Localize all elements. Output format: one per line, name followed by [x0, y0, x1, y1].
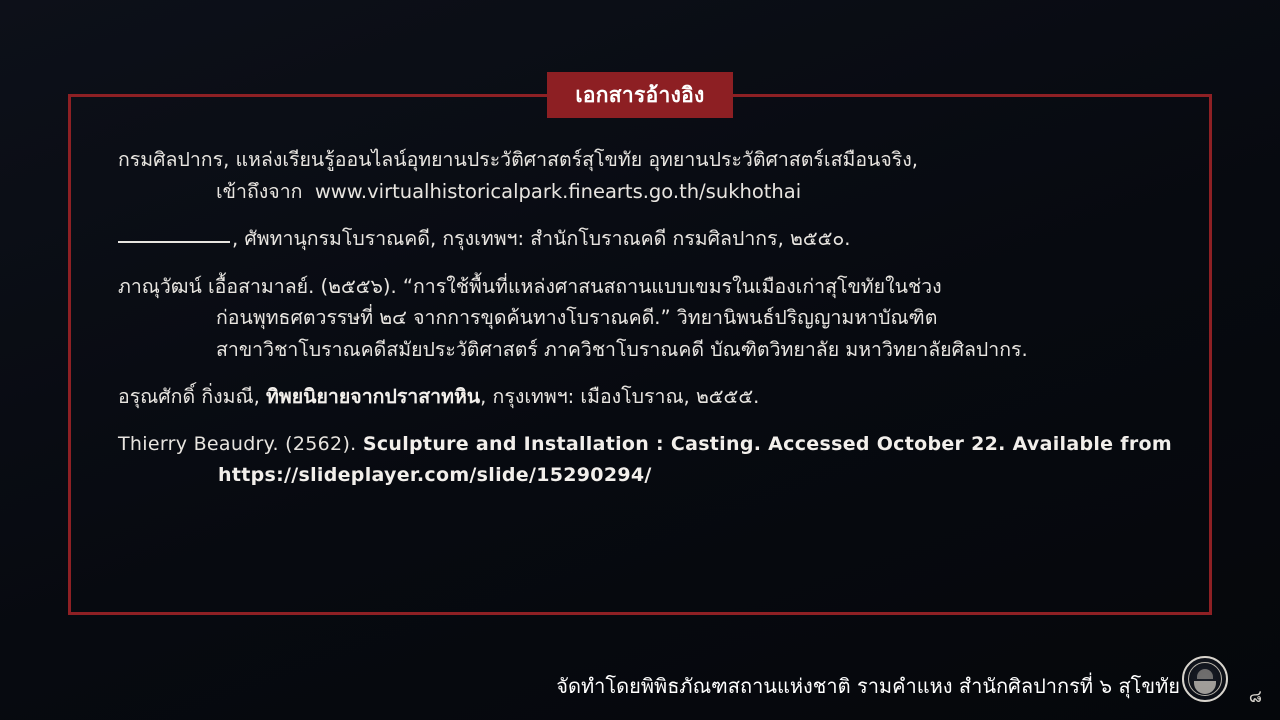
- seal-emblem: [1188, 662, 1222, 696]
- reference-line: ภาณุวัฒน์ เอื้อสามาลย์. (๒๕๕๖). “การใช้พื้นที่แหล่งศาสนสถานแบบเขมรในเมืองเก่าสุโขทัยในช่วง: [118, 274, 942, 298]
- reference-segment-bold: ทิพยนิยายจากปราสาทหิน: [266, 385, 481, 409]
- reference-item: [118, 429, 1173, 491]
- reference-line-with-rule: [118, 223, 1173, 255]
- reference-line: เข้าถึงจาก www.virtualhistoricalpark.finearts.go.th/sukhothai: [216, 179, 802, 203]
- reference-item: [118, 144, 1173, 207]
- page-title: เอกสารอ้างอิง: [575, 82, 705, 107]
- footer-credit: จัดทำโดยพิพิธภัณฑสถานแห่งชาติ รามคำแหง สำนักศิลปากรที่ ๖ สุโขทัย: [556, 674, 1180, 698]
- reference-segment: Thierry Beaudry. (2562).: [118, 433, 363, 456]
- reference-item: [118, 223, 1173, 255]
- reference-item: [118, 381, 1173, 413]
- reference-segment: , กรุงเทพฯ: เมืองโบราณ, ๒๕๕๕.: [480, 385, 760, 409]
- national-museum-seal-icon: [1182, 656, 1228, 702]
- repeat-author-rule: [118, 241, 230, 243]
- reference-segment: อรุณศักดิ์ กิ่งมณี,: [118, 385, 266, 409]
- reference-line: [118, 381, 1173, 413]
- reference-line: กรมศิลปากร, แหล่งเรียนรู้ออนไลน์อุทยานประวัติศาสตร์สุโขทัย อุทยานประวัติศาสตร์เสมือนจริง,: [118, 148, 918, 171]
- reference-segment-bold: Sculpture and Installation : Casting. Accessed October 22. Available from: [362, 433, 1172, 456]
- reference-line: [118, 429, 1173, 460]
- slide-footer: [556, 670, 1180, 702]
- reference-list: [118, 142, 1173, 507]
- page-number: ๘: [1248, 687, 1262, 707]
- reference-segment-bold: https://slideplayer.com/slide/15290294/: [218, 463, 652, 486]
- reference-url: [118, 460, 1173, 491]
- reference-item: [118, 271, 1173, 366]
- reference-line: สาขาวิชาโบราณคดีสมัยประวัติศาสตร์ ภาควิชาโบราณคดี บัณฑิตวิทยาลัย มหาวิทยาลัยศิลปากร.: [216, 337, 1028, 361]
- reference-line: , ศัพทานุกรมโบราณคดี, กรุงเทพฯ: สำนักโบราณคดี กรมศิลปากร, ๒๕๕๐.: [232, 227, 851, 251]
- slide-title-tab: [547, 72, 733, 118]
- reference-line: ก่อนพุทธศตวรรษที่ ๒๔ จากการขุดค้นทางโบราณคดี.” วิทยานิพนธ์ปริญญามหาบัณฑิต: [216, 306, 938, 330]
